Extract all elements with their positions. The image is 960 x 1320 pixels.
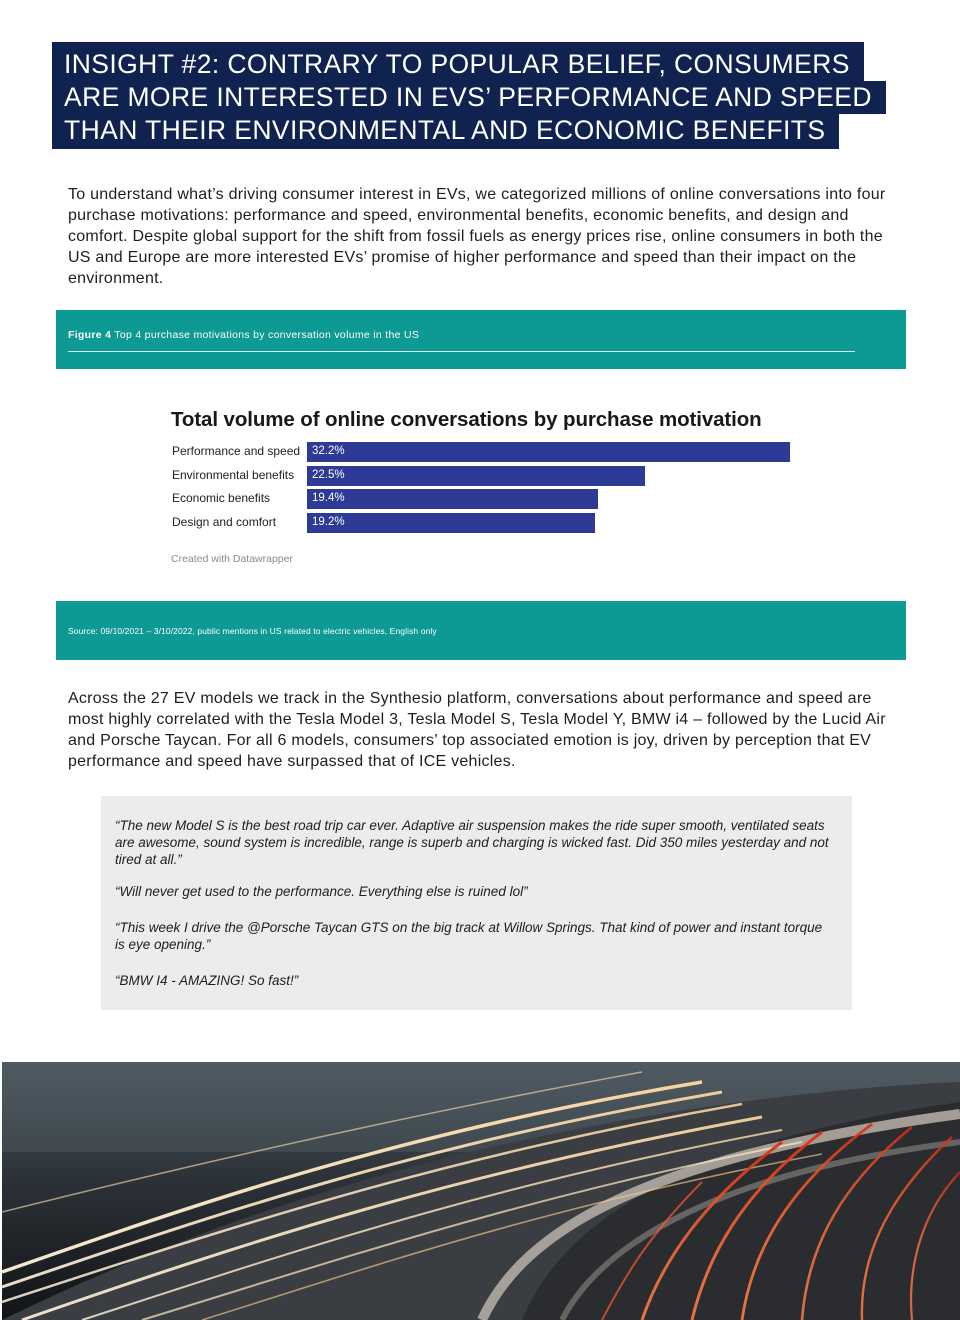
chart-row	[172, 489, 812, 509]
figure-caption	[68, 329, 419, 341]
insight-headline	[52, 42, 886, 149]
chart-bar	[307, 442, 790, 462]
figure-caption-bar	[56, 310, 906, 369]
caption-divider	[68, 351, 855, 352]
chart-value-label: 19.4%	[312, 492, 345, 505]
headline-line-3: THAN THEIR ENVIRONMENTAL AND ECONOMIC BENEFITS	[52, 114, 839, 149]
intro-paragraph: To understand what’s driving consumer interest in EVs, we categorized millions of online conversations into four purchase motivations: performance and speed, environmental benefits, economic benefits, and design and comfort. Despite global support for the shift from fossil fuels as energy prices rise, online consumers in both the US and Europe are more interested EVs’ promise of higher performance and speed than their impact on the environment.	[68, 186, 886, 287]
chart-bar	[307, 489, 598, 509]
chart-title: Total volume of online conversations by purchase motivation	[171, 408, 762, 431]
chart-credit: Created with Datawrapper	[171, 553, 293, 565]
chart-bar	[307, 513, 595, 533]
headline-line-1: INSIGHT #2: CONTRARY TO POPULAR BELIEF, CONSUMERS	[52, 42, 864, 81]
highway-light-trails-photo	[2, 1062, 960, 1320]
chart-category-label: Environmental benefits	[172, 467, 295, 482]
quote-1: “The new Model S is the best road trip car ever. Adaptive air suspension makes the ride super smooth, ventilated seats are awesome, sound system is incredible, range is superb and charging is wicked fast. Did 350 miles yesterday and not tired at all.”	[115, 818, 829, 867]
chart-category-label: Performance and speed	[172, 444, 301, 458]
quote-2: “Will never get used to the performance. Everything else is ruined lol”	[115, 884, 528, 899]
figure-caption-text: Top 4 purchase motivations by conversation volume in the US	[114, 329, 420, 341]
chart-row	[172, 442, 812, 462]
figure-label: Figure 4	[68, 329, 112, 341]
chart-value-label: 32.2%	[312, 445, 345, 457]
source-note: Source: 09/10/2021 – 3/10/2022, public mentions in US related to electric vehicles, English only	[68, 626, 437, 636]
quotes-box	[101, 796, 852, 1010]
quote-3: “This week I drive the @Porsche Taycan GTS on the big track at Willow Springs. That kind of power and instant torque is eye opening.”	[115, 920, 823, 952]
body-paragraph: Across the 27 EV models we track in the Synthesio platform, conversations about performance and speed are most highly correlated with the Tesla Model 3, Tesla Model S, Tesla Model Y, BMW i4 – followed by the Lucid Air and Porsche Taycan. For all 6 models, consumers’ top associated emotion is joy, driven by perception that EV performance and speed have surpassed that of ICE vehicles.	[68, 690, 886, 770]
chart-category-label: Design and comfort	[172, 514, 277, 529]
chart-bar	[307, 466, 645, 486]
chart-row	[172, 466, 812, 486]
headline-line-2: ARE MORE INTERESTED IN EVS’ PERFORMANCE AND SPEED	[52, 81, 886, 114]
source-bar	[56, 601, 906, 660]
chart-value-label: 19.2%	[312, 515, 345, 528]
quote-4: “BMW I4 - AMAZING! So fast!”	[115, 973, 299, 988]
chart-category-label: Economic benefits	[172, 491, 271, 506]
chart-value-label: 22.5%	[312, 468, 345, 481]
chart-row	[172, 513, 812, 533]
